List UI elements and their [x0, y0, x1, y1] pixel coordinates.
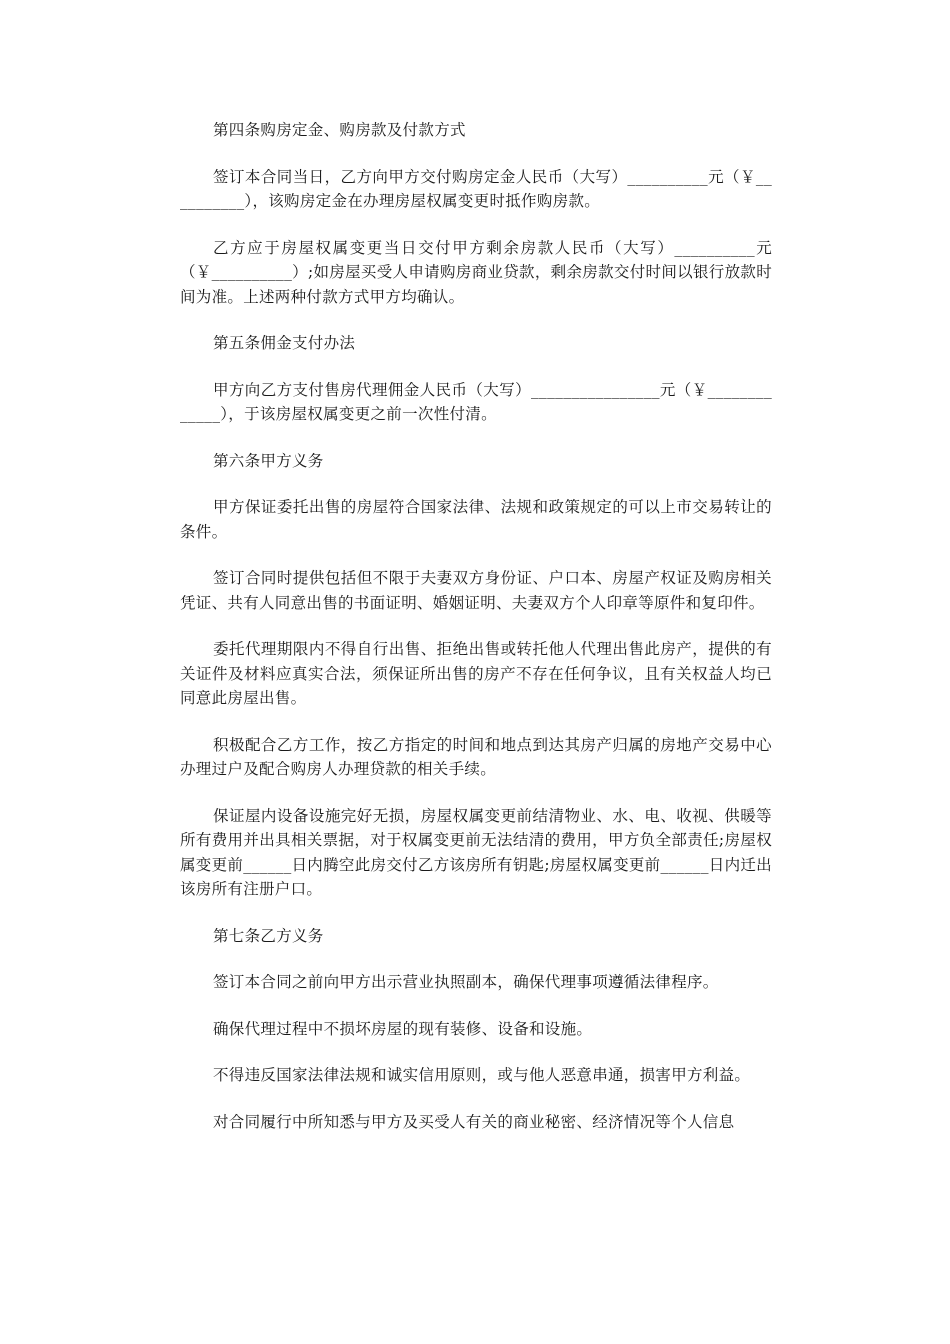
- paragraph-party-b-no-violation: 不得违反国家法律法规和诚实信用原则，或与他人恶意串通，损害甲方利益。: [213, 1066, 751, 1084]
- paragraph-party-a-exclusive: 委托代理期限内不得自行出售、拒绝出售或转托他人代理出售此房产，提供的有关证件及材料应真实合法，须保证所出售的房产不存在任何争议，且有关权益人均已同意此房屋出售。: [180, 640, 772, 707]
- section-heading-4: 第四条购房定金、购房款及付款方式: [213, 121, 466, 139]
- paragraph-commission: 甲方向乙方支付售房代理佣金人民币（大写）________________元（￥_____________），于该房屋权属变更之前一次性付清。: [180, 380, 772, 423]
- section-heading-5: 第五条佣金支付办法: [213, 334, 356, 352]
- paragraph-party-b-confidentiality: 对合同履行中所知悉与甲方及买受人有关的商业秘密、经济情况等个人信息: [213, 1112, 735, 1131]
- document-page: [180, 118, 772, 1134]
- paragraph-deposit: 签订本合同当日，乙方向甲方交付购房定金人民币（大写）__________元（￥__________），该购房定金在办理房屋权属变更时抵作购房款。: [180, 167, 772, 210]
- paragraph-party-a-documents: 签订合同时提供包括但不限于夫妻双方身份证、户口本、房屋产权证及购房相关凭证、共有人同意出售的书面证明、婚姻证明、夫妻双方个人印章等原件和复印件。: [180, 569, 772, 612]
- section-heading-7: 第七条乙方义务: [213, 926, 324, 945]
- paragraph-party-a-facilities: 保证屋内设备设施完好无损，房屋权属变更前结清物业、水、电、收视、供暖等所有费用并出具相关票据，对于权属变更前无法结清的费用，甲方负全部责任;房屋权属变更前______日内腾空此房交付乙方该房所有钥匙;房屋权属变更前______日内迁出该房所有注册户口。: [180, 806, 772, 898]
- section-heading-6: 第六条甲方义务: [213, 451, 324, 470]
- paragraph-remaining-payment: 乙方应于房屋权属变更当日交付甲方剩余房款人民币（大写）__________元（￥__________）;如房屋买受人申请购房商业贷款，剩余房款交付时间以银行放款时间为准。上述两种付款方式甲方均确认。: [180, 238, 772, 306]
- paragraph-party-a-cooperation: 积极配合乙方工作，按乙方指定的时间和地点到达其房产归属的房地产交易中心办理过户及配合购房人办理贷款的相关手续。: [180, 735, 772, 778]
- paragraph-party-b-license: 签订本合同之前向甲方出示营业执照副本，确保代理事项遵循法律程序。: [213, 973, 719, 991]
- paragraph-party-b-no-damage: 确保代理过程中不损坏房屋的现有装修、设备和设施。: [213, 1019, 593, 1038]
- paragraph-party-a-guarantee: 甲方保证委托出售的房屋符合国家法律、法规和政策规定的可以上市交易转让的条件。: [180, 498, 772, 541]
